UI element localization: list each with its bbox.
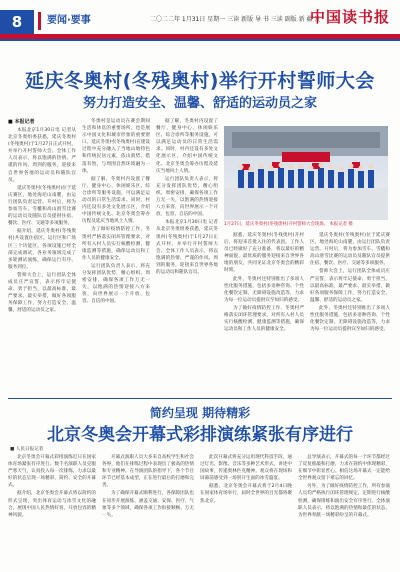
paragraph: 此次开幕式将充分运用现代科技手段，通过灯光、影像、音乐等多种艺术形式，讲述中国故事，传递奥林匹克精神。观众将在现场和屏幕前感受到一场别开生面的冰雪盛宴。 — [200, 455, 292, 482]
story2-byline: ■ 人民日报记者 — [10, 447, 44, 452]
paragraph: 本报北京1月30日电 记者从北京冬奥组委获悉，延庆冬奥村(冬残奥村)于1月27日正式开村，并举行开村誓师大会。全体工作人员表示，将以饱满的热情、严谨的作风、周到的服务，迎接来自世界各地的运动员和随队官员。 — [156, 220, 218, 275]
paragraph: 总导演表示，开幕式的每一个环节都经过了反复推敲和打磨，力求在简约中体现精彩，在细节中彰显匠心。相信这场开幕式一定能给全世界观众留下难忘的回忆。 — [298, 455, 390, 482]
story2-headline: 北京冬奥会开幕式彩排演练紧张有序进行 — [47, 425, 353, 445]
page-number: 8 — [0, 10, 34, 34]
paragraph: 誓师大会上，运行团队全体成员庄严宣誓，表示将牢记使命、勇于担当，以最高标准、最严要求、最实举措，做好各项服务保障工作，努力打造安全、温馨、舒适的运动员之家。 — [310, 269, 390, 303]
paragraph: 誓师大会上，运行团队全体成员庄严宣誓，表示将牢记使命、勇于担当，以最高标准、最严要求、最实举措，做好各项服务保障工作，努力打造安全、温馨、舒适的运动员之家。 — [8, 272, 76, 314]
story1-column-2 — [82, 118, 150, 394]
main-subhead: 努力打造安全、温馨、舒适的运动员之家 — [82, 96, 317, 111]
paragraph: 延庆冬奥村(冬残奥村)位于延庆赛区，地处海坨山南麓，由运行团队负责运营。开村后，将为参加雪车、雪橇和高山滑雪比赛的运动员及随队官员提供住宿、餐饮、医疗、交通等多项服务。 — [310, 233, 390, 267]
story2-column-4 — [298, 454, 390, 568]
paragraph: 另外，为了做好疫情防控工作，所有参演人员均严格执行闭环管理规定，定期进行核酸检测，确保排练和演出安全有序进行。全体演职人员表示，将以饱满的热情和最佳的状态，为世界奉献一场精彩纷呈的开幕式。 — [298, 484, 390, 518]
masthead-logo: 中国读书报 — [309, 8, 390, 26]
paragraph: 据介绍，延庆冬奥村(冬残奥村)共设置住宿区、运行区和广场区三个功能区。各项设施已经全部完成调试，各业务领域完成了多轮测试演练，确保运行有序、服务到位。 — [8, 229, 76, 270]
paragraph: 据了解，冬奥村内设置了餐厅、健身中心、休闲娱乐区、综合诊所等服务设施，可以满足运动员的日常生活需求。同时，村内还设有多处文化展示区，介绍中国传统文化、北京冬奥会筹办历程及延庆当地风土人情。 — [156, 119, 218, 174]
paragraph: 开幕式演职人员大多来自高校学生和社会各界，他们在排练过程中表现出了极高的热情和专业精神。在导演团队的指导下，各个节目环节已经基本成型，正在进行最后的打磨和完善。 — [102, 455, 194, 489]
photo-illustration — [224, 126, 388, 220]
paragraph: 此外，冬奥村还特别推出了多项人性化服务措施，包括多语种咨询、个性化餐饮定制、无障碍设施改造等，力求为每一位运动员提供宾至如归的感受。 — [224, 276, 304, 303]
header-blue-strip — [0, 39, 400, 41]
story1-column-5 — [310, 232, 390, 394]
paragraph: 为了确保开幕式顺利进行，各保障团队也在同步开展演练，涵盖交通、安保、医疗、气象等多个领域，确保各项工作衔接顺畅、万无一失。 — [102, 491, 194, 518]
paragraph: 冬奥村是运动员在赛会期间生活和休息的重要场所，也是展示中国文化和城市形象的重要窗口。延庆冬奥村(冬残奥村)在建设过程中充分融入了当地山地特色和传统民居元素，依山就势、错落有致，与周围自然环境融为一体。 — [82, 119, 150, 174]
paragraph: 据了解，冬奥村内设置了餐厅、健身中心、休闲娱乐区、综合诊所等服务设施，可以满足运动员的日常生活需求。同时，村内还设有多处文化展示区，介绍中国传统文化、北京冬奥会筹办历程及延庆当地风土人情。 — [82, 176, 150, 225]
paragraph: 本报北京1月30日电 记者从北京冬奥组委获悉，延庆冬奥村(冬残奥村)于1月27日正式开村，并举行开村誓师大会。全体工作人员表示，将以饱满的热情、严谨的作风、周到的服务，迎接来自世界各地的运动员和随队官员。 — [8, 128, 76, 183]
story2-column-2 — [102, 454, 194, 568]
photo-caption: 1月27日，延庆冬奥村(冬残奥村)开村誓师大会现场。 本报记者 摄 — [224, 222, 353, 227]
story1-column-3 — [156, 118, 218, 394]
paragraph: 运行团队负责人表示，将充分发挥团队优势，精心组织、周密安排，确保各项工作万无一失，以饱满的热情迎接八方来客，向世界展示一个开放、包容、自信的中国。 — [82, 263, 150, 305]
page-header — [0, 0, 400, 56]
section-tag: 要闻·要事 — [38, 12, 97, 30]
story2-column-3 — [200, 454, 292, 568]
story2-column-1 — [8, 454, 96, 568]
paragraph: 为了做好疫情防控工作，冬奥村严格落实闭环管理要求，对所有入村人员实行核酸检测、健康监测等措施，确保运动员和工作人员的健康安全。 — [82, 227, 150, 261]
paragraph: 延庆冬奥村(冬残奥村)位于延庆赛区，地处海坨山南麓，由运行团队负责运营。开村后，将为参加雪车、雪橇和高山滑雪比赛的运动员及随队官员提供住宿、餐饮、医疗、交通等多项服务。 — [8, 185, 76, 227]
opening-ceremony-photo — [224, 126, 388, 220]
story1-column-1 — [8, 118, 76, 394]
story1-column-4 — [224, 232, 304, 394]
paragraph: 北京冬奥会开幕式彩排演练近日在国家体育场紧张有序进行。数千名演职人员克服严寒天气，认真投入每一次排练，力求以最好的状态呈现一场精彩、简约、安全的开幕式。 — [8, 455, 96, 489]
main-headline: 延庆冬奥村(冬残奥村)举行开村誓师大会 — [25, 70, 375, 92]
paragraph: 据悉，北京冬奥会开幕式将于2月4日晚在国家体育场举行，届时全世界的目光都将聚焦北京。 — [200, 484, 292, 504]
story-divider — [8, 398, 392, 399]
paragraph: 运行团队负责人表示，将充分发挥团队优势，精心组织、周密安排，确保各项工作万无一失，以饱满的热情迎接八方来客，向世界展示一个开放、包容、自信的中国。 — [156, 176, 218, 218]
paragraph: 据悉，延庆冬奥村(冬残奥村)开村后，将迎来首批入住的代表团。工作人员已经做好了充分准备，将以最好的精神面貌、最优质的服务迎接来自世界各地的朋友，共同见证北京冬奥会的精彩时刻。 — [224, 233, 304, 274]
header-meta: 二〇二二年 1月31日 星期一 三读 新版 导 书 三读 副版 新 疆 发 — [150, 16, 321, 23]
story1-byline: ■ 本报记者 — [8, 119, 35, 125]
paragraph: 此外，冬奥村还特别推出了多项人性化服务措施，包括多语种咨询、个性化餐饮定制、无障碍设施改造等，力求为每一位运动员提供宾至如归的感受。 — [310, 305, 390, 333]
paragraph: 据介绍，北京冬奥会开幕式将以简约的形式呈现，突出体育运动与冰雪文化的融合，展现中国人民热情好客、开放包容的精神风貌。 — [8, 491, 96, 518]
paragraph: 为了做好疫情防控工作，冬奥村严格落实闭环管理要求，对所有入村人员实行核酸检测、健康监测等措施，确保运动员和工作人员的健康安全。 — [224, 305, 304, 333]
story2-kicker: 简约呈现 期待精彩 — [149, 406, 251, 420]
